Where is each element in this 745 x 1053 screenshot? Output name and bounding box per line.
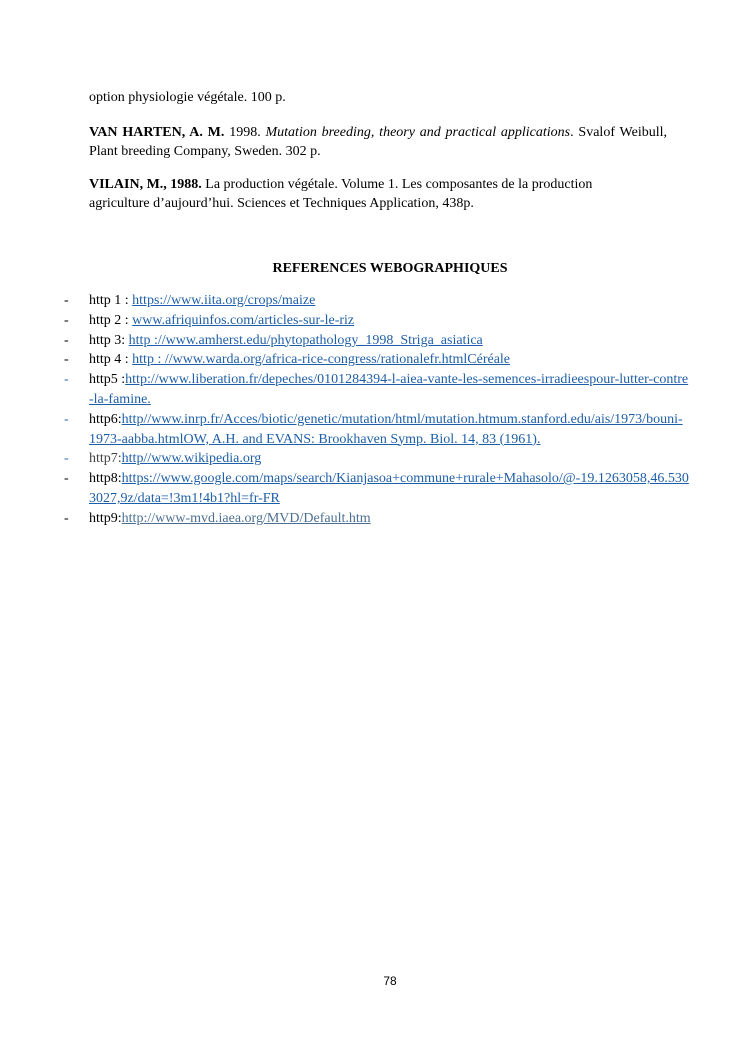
reference-link[interactable]: http//www.inrp.fr/Acces/biotic/genetic/mutation/html/mutation.htmum.stanford.edu/ais/1973/bouni-1973-aabba.htmlOW, A.H. and EVANS: Brookhaven Symp. Biol. 14, 83 (1961). xyxy=(89,411,683,447)
list-item xyxy=(0,291,745,311)
bullet-dash: - xyxy=(64,352,69,368)
page-number: 78 xyxy=(383,974,397,988)
intro-text: option physiologie végétale. 100 p. xyxy=(89,90,286,105)
reference-title: Mutation breeding, theory and practical applications xyxy=(265,125,571,140)
list-item xyxy=(0,469,745,509)
reference-link[interactable]: https://www.iita.org/crops/maize xyxy=(132,293,316,308)
list-item xyxy=(0,449,745,469)
reference-link[interactable]: http://www-mvd.iaea.org/MVD/Default.htm xyxy=(121,510,371,526)
list-item xyxy=(0,410,745,450)
reference-label: http7: xyxy=(89,451,122,467)
reference-link[interactable]: www.afriquinfos.com/articles-sur-le-riz xyxy=(132,312,355,328)
list-item xyxy=(0,370,745,410)
reference-author: VAN HARTEN, A. M. xyxy=(89,125,225,140)
reference-label: http6: xyxy=(89,411,122,427)
bullet-dash: - xyxy=(64,332,69,348)
reference-label: http 3: xyxy=(89,332,129,348)
intro-line xyxy=(89,88,667,107)
bullet-dash: - xyxy=(64,451,69,467)
bullet-dash: - xyxy=(64,510,69,526)
list-item xyxy=(0,350,745,370)
bullet-dash: - xyxy=(64,312,69,328)
reference-year: 1998. xyxy=(224,125,266,140)
list-item xyxy=(0,311,745,331)
reference-label: http5 : xyxy=(89,372,126,388)
list-item xyxy=(0,509,745,529)
reference-link[interactable]: http : //www.warda.org/africa-rice-congress/rationalefr.htmlCéréale xyxy=(132,352,511,368)
reference-label: http 2 : xyxy=(89,312,133,328)
list-item xyxy=(0,331,745,351)
bullet-dash: - xyxy=(64,411,69,427)
reference-label: http 4 : xyxy=(89,352,133,368)
reference-details: . Svalof Weibull, Plant breeding Company, Sweden. 302 p. xyxy=(89,125,668,159)
reference-details: La production végétale. Volume 1. Les composantes de la production agriculture d’aujourd’hui. Sciences et Techniques Application, 438p. xyxy=(89,177,593,211)
reference-link[interactable]: http ://www.amherst.edu/phytopathology_1998_Striga_asiatica xyxy=(128,332,483,348)
bullet-dash: - xyxy=(64,471,69,487)
web-reference-list xyxy=(0,291,745,529)
reference-link[interactable]: http://www.liberation.fr/depeches/0101284394-l-aiea-vante-les-semences-irradieespour-lutter-contre-la-famine. xyxy=(89,372,689,407)
reference-label: http9: xyxy=(89,510,122,526)
reference-van-harten xyxy=(89,123,667,161)
reference-link[interactable]: http//www.wikipedia.org xyxy=(121,451,262,467)
bullet-dash: - xyxy=(64,372,69,388)
reference-label: http8: xyxy=(89,471,122,487)
reference-link[interactable]: https://www.google.com/maps/search/Kianjasoa+commune+rurale+Mahasolo/@-19.1263058,46.5303027,9z/data=!3m1!4b1?hl=fr-FR xyxy=(89,471,689,506)
reference-label: http 1 : xyxy=(89,293,133,308)
reference-author: VILAIN, M., 1988. xyxy=(89,177,202,192)
reference-vilain xyxy=(89,175,649,213)
bullet-dash: - xyxy=(64,293,69,308)
section-title: REFERENCES WEBOGRAPHIQUES xyxy=(272,261,508,276)
